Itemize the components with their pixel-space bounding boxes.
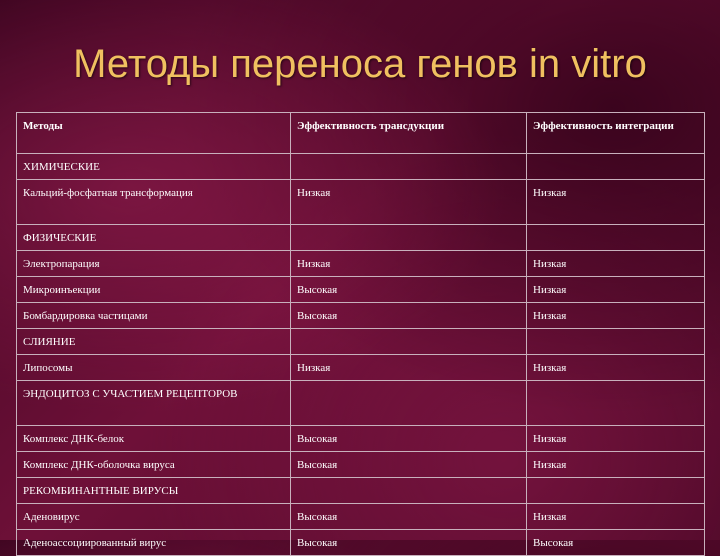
gene-transfer-methods-table — [16, 112, 705, 556]
cell-method: Аденовирус — [17, 504, 291, 530]
cell-integration: Низкая — [527, 355, 705, 381]
table-row — [17, 530, 705, 556]
cell-transduction: Высокая — [291, 530, 527, 556]
cell-method: ЭНДОЦИТОЗ С УЧАСТИЕМ РЕЦЕПТОРОВ — [17, 381, 291, 426]
table-row — [17, 452, 705, 478]
cell-integration: Низкая — [527, 504, 705, 530]
cell-integration — [527, 154, 705, 180]
cell-integration: Низкая — [527, 180, 705, 225]
cell-method: ФИЗИЧЕСКИЕ — [17, 225, 291, 251]
cell-transduction: Высокая — [291, 452, 527, 478]
cell-transduction — [291, 478, 527, 504]
table-body — [17, 154, 705, 556]
table-row — [17, 504, 705, 530]
cell-transduction: Низкая — [291, 180, 527, 225]
cell-method: ХИМИЧЕСКИЕ — [17, 154, 291, 180]
header-methods: Методы — [17, 113, 291, 154]
slide-title: Методы переноса генов in vitro — [73, 42, 647, 86]
cell-transduction: Высокая — [291, 504, 527, 530]
cell-integration: Низкая — [527, 426, 705, 452]
cell-method: Бомбардировка частицами — [17, 303, 291, 329]
table-row — [17, 180, 705, 225]
cell-method: Электропарация — [17, 251, 291, 277]
table-row — [17, 381, 705, 426]
cell-transduction — [291, 225, 527, 251]
table-row — [17, 329, 705, 355]
cell-method: СЛИЯНИЕ — [17, 329, 291, 355]
cell-integration: Низкая — [527, 251, 705, 277]
table-row — [17, 355, 705, 381]
cell-integration — [527, 225, 705, 251]
cell-transduction — [291, 154, 527, 180]
cell-method: Комплекс ДНК-белок — [17, 426, 291, 452]
cell-method: Аденоассоциированный вирус — [17, 530, 291, 556]
table-row — [17, 225, 705, 251]
header-integration-efficiency: Эффективность интеграции — [527, 113, 705, 154]
cell-integration — [527, 329, 705, 355]
cell-method: Липосомы — [17, 355, 291, 381]
cell-transduction: Высокая — [291, 277, 527, 303]
table-header-row — [17, 113, 705, 154]
cell-transduction — [291, 329, 527, 355]
cell-transduction — [291, 381, 527, 426]
cell-method: Микроинъекции — [17, 277, 291, 303]
table-row — [17, 303, 705, 329]
cell-integration: Высокая — [527, 530, 705, 556]
cell-integration: Низкая — [527, 277, 705, 303]
cell-method: РЕКОМБИНАНТНЫЕ ВИРУСЫ — [17, 478, 291, 504]
cell-integration — [527, 478, 705, 504]
table-row — [17, 154, 705, 180]
table-row — [17, 251, 705, 277]
cell-transduction: Низкая — [291, 251, 527, 277]
table-row — [17, 277, 705, 303]
cell-transduction: Низкая — [291, 355, 527, 381]
header-transduction-efficiency: Эффективность трансдукции — [291, 113, 527, 154]
cell-method: Кальций-фосфатная трансформация — [17, 180, 291, 225]
table-row — [17, 426, 705, 452]
cell-transduction: Высокая — [291, 303, 527, 329]
cell-transduction: Высокая — [291, 426, 527, 452]
cell-integration: Низкая — [527, 452, 705, 478]
cell-integration: Низкая — [527, 303, 705, 329]
cell-integration — [527, 381, 705, 426]
cell-method: Комплекс ДНК-оболочка вируса — [17, 452, 291, 478]
table-row — [17, 478, 705, 504]
